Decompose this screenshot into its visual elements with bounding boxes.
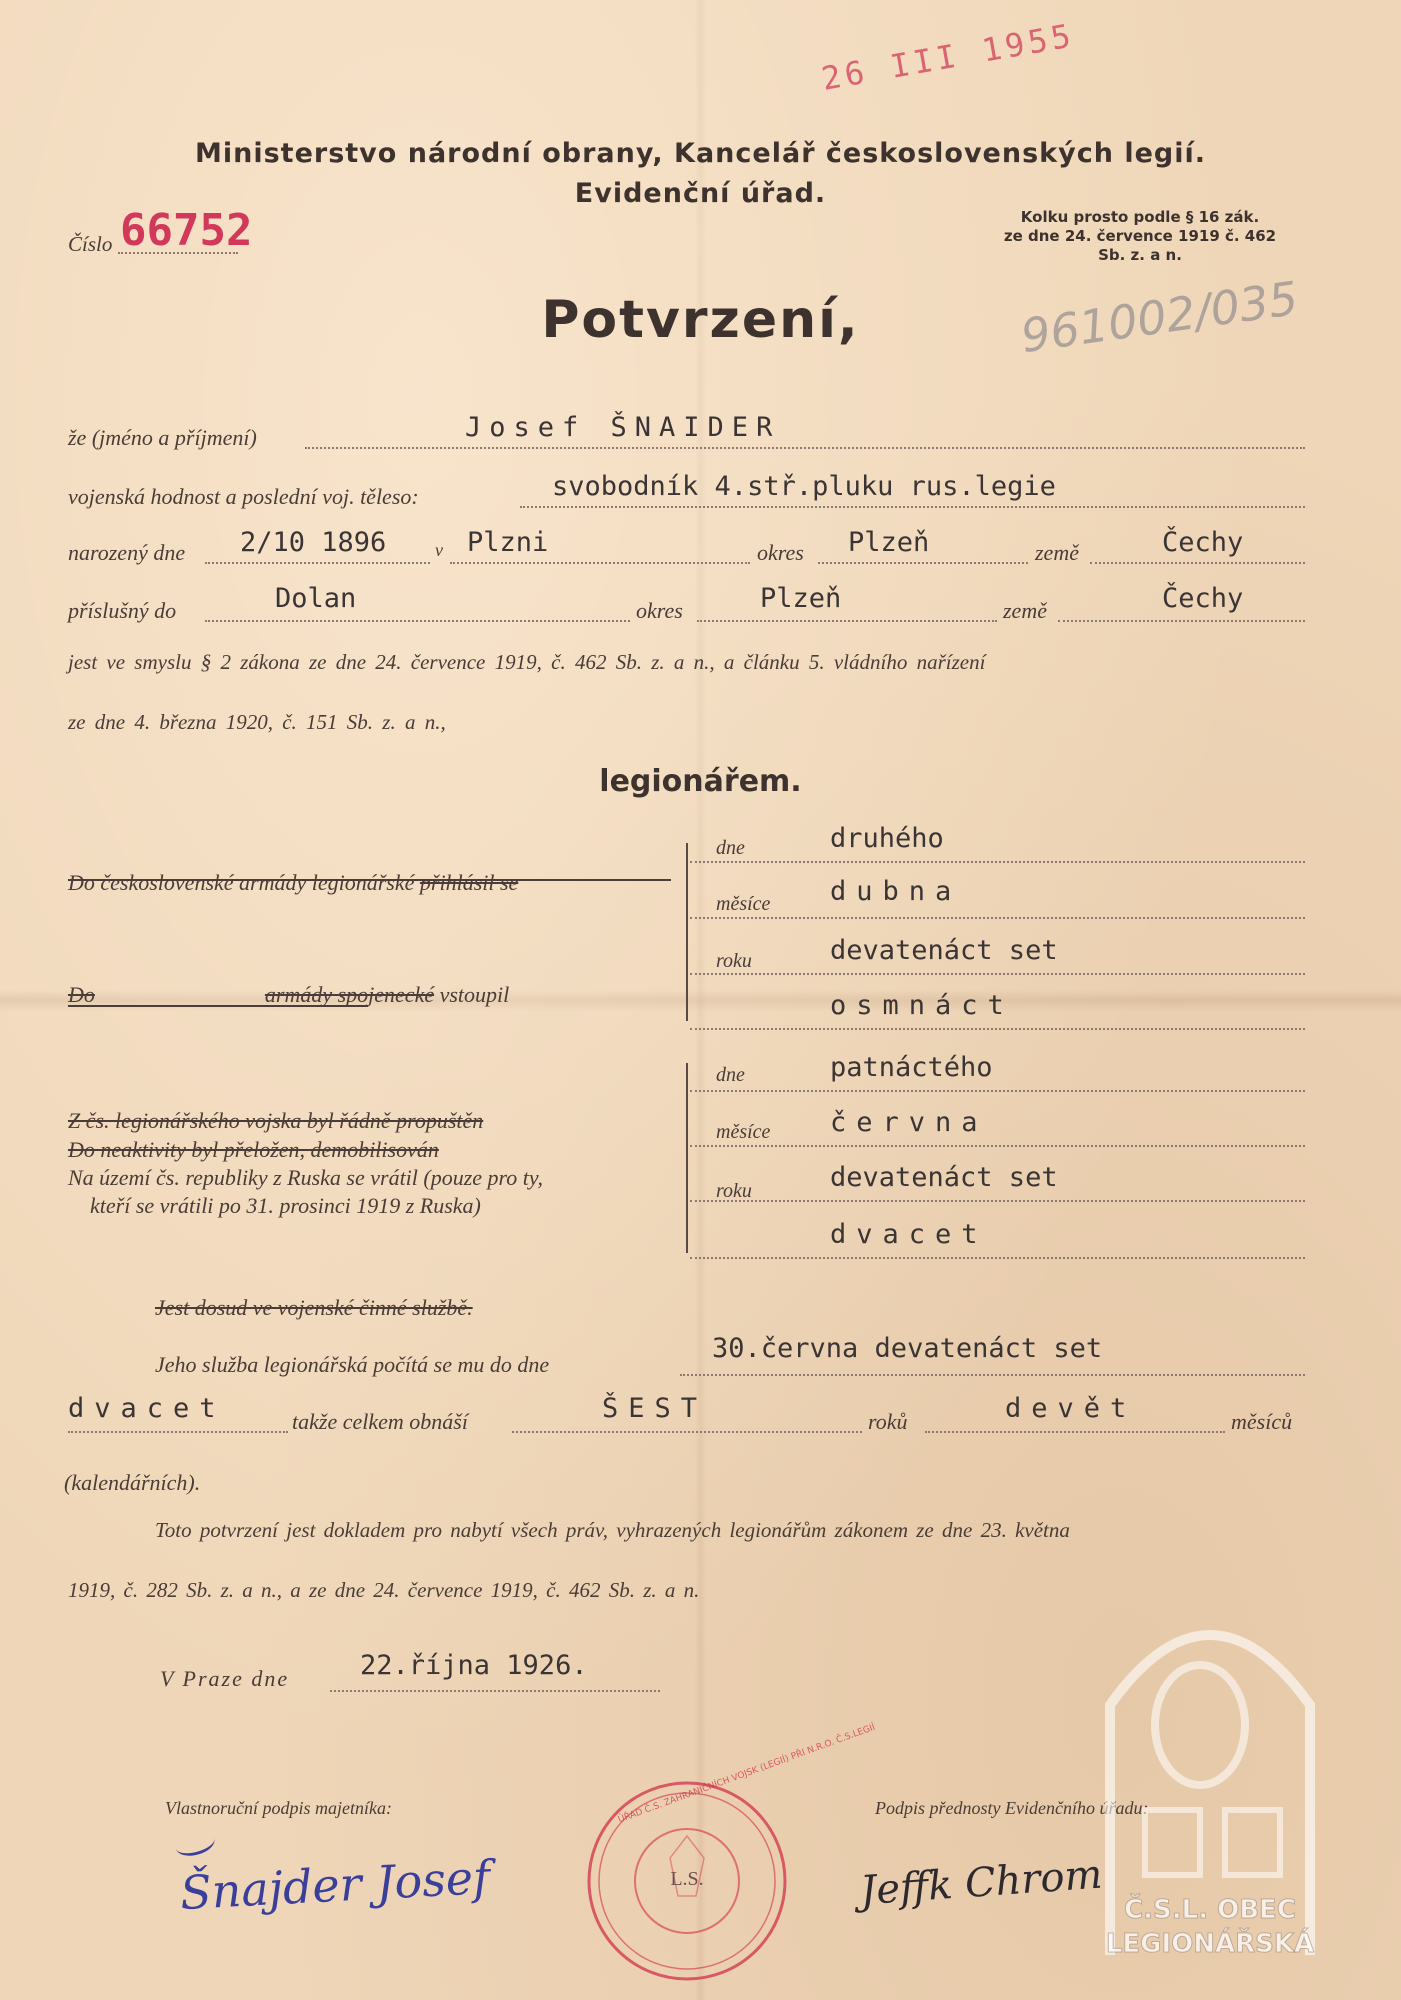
- months-label: měsíců: [1231, 1409, 1293, 1434]
- entry-roku-line-1: [690, 973, 1305, 975]
- signature-hacek-mark: [173, 1827, 218, 1860]
- entry-prefix: Do československé armády legionářské: [68, 870, 420, 895]
- born-date-line: [205, 562, 430, 564]
- exit-mesice-value: června: [830, 1107, 988, 1138]
- entry-struck-text: přihlásil se: [419, 870, 519, 895]
- entry-bracket: [686, 843, 688, 1021]
- exit-roku-value-1: devatenáct set: [830, 1162, 1058, 1193]
- months-line: [925, 1431, 1225, 1433]
- exemption-line-2: ze dne 24. července 1919 č. 462: [1003, 227, 1277, 245]
- entry-mesice-label: měsíce: [716, 893, 771, 915]
- domicile-zeme: Čechy: [1162, 583, 1244, 614]
- years-line: [512, 1431, 862, 1433]
- entry-roku-value-1: devatenáct set: [830, 935, 1058, 966]
- born-zeme-label: země: [1035, 540, 1079, 565]
- entry-mesice-line: [690, 917, 1305, 919]
- stamp-exemption-note: [970, 208, 1310, 265]
- place-date-line: [330, 1690, 660, 1692]
- domicile-line: [205, 620, 630, 622]
- entry-allied-strike-line: [68, 1005, 368, 1007]
- document-number: 66752: [120, 205, 253, 256]
- official-seal: [584, 1722, 877, 1984]
- active-service-struck: Jest dosud ve vojenské činné službě.: [155, 1295, 473, 1320]
- exit-bracket: [686, 1063, 688, 1253]
- born-zeme: Čechy: [1162, 527, 1244, 558]
- born-date: 2/10 1896: [240, 527, 387, 558]
- office-heading: Ministerstvo národní obrany, Kancelář československých legií.: [195, 138, 1206, 169]
- cislo-label: Číslo: [68, 232, 113, 256]
- watermark-line-1: Č.S.L. OBEC: [1124, 1895, 1296, 1925]
- years-label: roků: [868, 1409, 908, 1434]
- office-subheading: Evidenční úřad.: [574, 178, 827, 209]
- rank-value: svobodník 4.stř.pluku rus.legie: [552, 471, 1056, 502]
- entry-allied-struck-2: armády spojenecké: [264, 982, 435, 1007]
- exit-text-line-4: kteří se vrátili po 31. prosinci 1919 z Ruska): [90, 1193, 481, 1218]
- domicile-label: příslušný do: [68, 598, 177, 623]
- entry-dne-line: [690, 861, 1305, 863]
- exit-roku-label: roku: [716, 1180, 752, 1202]
- owner-signature: Šnajder Josef: [178, 1849, 492, 1921]
- domicile-okres-line: [697, 620, 997, 622]
- rank-line: [520, 506, 1305, 508]
- entry-roku-line-2: [690, 1028, 1305, 1030]
- legal-text-line-2: ze dne 4. března 1920, č. 151 Sb. z. a n.,: [68, 710, 446, 734]
- born-label: narozený dne: [68, 540, 186, 565]
- entry-text: [68, 870, 518, 896]
- years-value: ŠEST: [602, 1393, 708, 1424]
- head-signature: Jeffk Chrom: [858, 1851, 1104, 1915]
- exit-text-line-3: Na území čs. republiky z Ruska se vrátil (pouze pro ty,: [68, 1165, 543, 1190]
- service-count-line-2: [68, 1431, 288, 1433]
- months-value: devět: [1005, 1393, 1137, 1424]
- exit-mesice-line: [690, 1145, 1305, 1147]
- born-place: Plzni: [467, 527, 549, 558]
- exit-dne-line: [690, 1090, 1305, 1092]
- domicile-zeme-line: [1058, 620, 1305, 622]
- exit-roku-line-1: [690, 1200, 1305, 1202]
- rights-line-1: Toto potvrzení jest dokladem pro nabytí všech práv, vyhrazených legionářům zákonem ze dne 23. května: [155, 1518, 1070, 1542]
- exit-roku-value-2: dvacet: [830, 1219, 988, 1250]
- domicile-okres-label: okres: [636, 598, 683, 623]
- entry-allied-struck-1: Do: [68, 982, 95, 1007]
- name-line: [305, 447, 1305, 449]
- exit-struck-2: Do neaktivity byl přeložen, demobilisován: [68, 1137, 439, 1162]
- entry-allied-end: vstoupil: [434, 982, 510, 1007]
- exit-dne-label: dne: [716, 1064, 745, 1086]
- legal-text-line-1: jest ve smyslu § 2 zákona ze dne 24. července 1919, č. 462 Sb. z. a n., a článku 5. vládního nařízení: [68, 650, 986, 674]
- place-date: 22.října 1926.: [360, 1650, 588, 1681]
- seal-ring-text: ÚŘAD Č.S. ZAHRANIČNÍCH VOJSK (LEGIÍ) PŘI N.R.O. Č.S.LEGIÍ: [616, 1722, 877, 1826]
- number-underline: [118, 252, 238, 254]
- watermark-emblem: [1085, 1555, 1335, 1975]
- born-place-line: [450, 562, 750, 564]
- pencil-reference: 961002/035: [1017, 270, 1302, 364]
- exemption-line-1: Kolku prosto podle § 16 zák.: [1020, 208, 1260, 226]
- entry-mesice-value: dubna: [830, 876, 962, 907]
- service-count-line: [680, 1374, 1305, 1376]
- service-count-label: Jeho služba legionářská počítá se mu do dne: [155, 1352, 550, 1377]
- service-total-label: takže celkem obnáší: [292, 1409, 468, 1434]
- name-label: že (jméno a příjmení): [68, 425, 257, 450]
- exit-roku-line-2: [690, 1257, 1305, 1259]
- legionnaire-heading: legionářem.: [599, 764, 802, 799]
- service-count-value: 30.června devatenáct set: [712, 1333, 1103, 1364]
- head-signature-label: Podpis přednosty Evidenčního úřadu:: [875, 1798, 1149, 1818]
- domicile-value: Dolan: [275, 583, 357, 614]
- exit-dne-value: patnáctého: [830, 1052, 993, 1083]
- exit-mesice-label: měsíce: [716, 1121, 771, 1143]
- entry-divider: [68, 879, 671, 881]
- entry-dne-value: druhého: [830, 823, 944, 854]
- born-zeme-line: [1090, 562, 1305, 564]
- page-title: Potvrzení,: [541, 290, 860, 350]
- domicile-okres: Plzeň: [760, 583, 842, 614]
- entry-roku-value-2: osmnáct: [830, 990, 1014, 1021]
- rights-line-2: 1919, č. 282 Sb. z. a n., a ze dne 24. července 1919, č. 462 Sb. z. a n.: [68, 1578, 700, 1602]
- born-okres: Plzeň: [848, 527, 930, 558]
- name-value: Josef ŠNAIDER: [465, 412, 781, 443]
- exemption-line-3: Sb. z. a n.: [1098, 246, 1182, 264]
- born-v-label: v: [435, 540, 443, 560]
- calendar-label: (kalendářních).: [64, 1470, 201, 1495]
- service-count-value-2: dvacet: [68, 1393, 226, 1424]
- rank-label: vojenská hodnost a poslední voj. těleso:: [68, 484, 419, 509]
- domicile-zeme-label: země: [1003, 598, 1047, 623]
- watermark-line-2: LEGIONÁŘSKÁ: [1105, 1929, 1315, 1959]
- owner-signature-label: Vlastnoruční podpis majetníka:: [165, 1798, 392, 1818]
- born-okres-line: [818, 562, 1028, 564]
- date-stamp: 26 III 1955: [818, 16, 1078, 98]
- born-okres-label: okres: [757, 540, 804, 565]
- seal-center-text: L.S.: [670, 1868, 704, 1890]
- exit-struck-1: Z čs. legionářského vojska byl řádně propuštěn: [68, 1108, 484, 1133]
- place-label: V Praze dne: [160, 1666, 290, 1691]
- entry-roku-label: roku: [716, 950, 752, 972]
- entry-dne-label: dne: [716, 837, 745, 859]
